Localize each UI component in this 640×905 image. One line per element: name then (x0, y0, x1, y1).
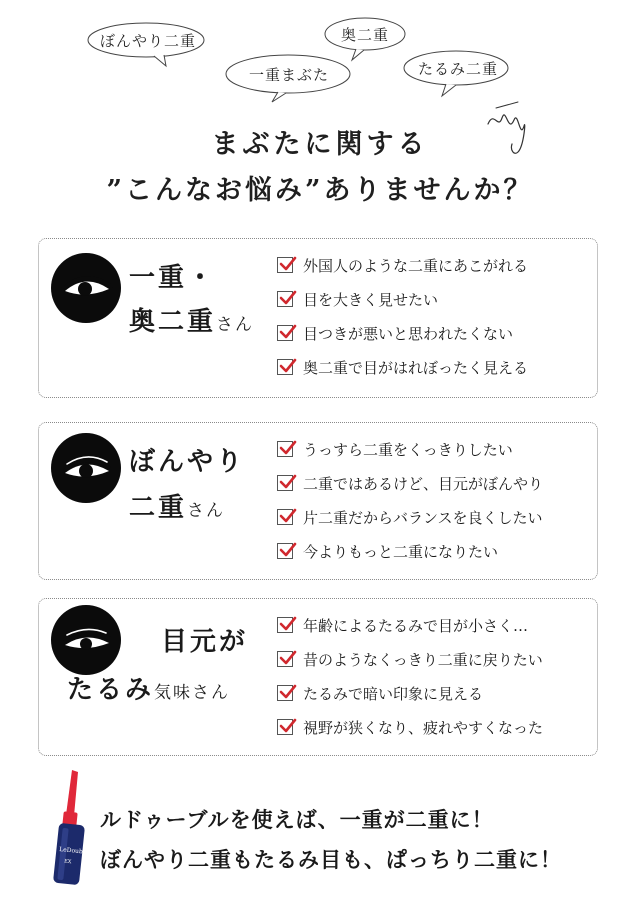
card-title-line1: 一重・ (129, 263, 217, 293)
check-item (277, 710, 543, 744)
checkbox-checked-icon (277, 719, 293, 735)
check-item-text: 二重ではあるけど、目元がぼんやり (303, 474, 544, 493)
product-sublabel: EX (63, 858, 72, 866)
checkbox-checked-icon (277, 651, 293, 667)
eye-icon (51, 433, 121, 503)
check-item (277, 350, 528, 384)
eye-icon (51, 605, 121, 675)
speech-bubble-text: たるみ二重 (417, 60, 498, 78)
speech-bubble-text: 奥二重 (340, 26, 389, 44)
checkbox-checked-icon (277, 325, 293, 341)
speech-bubble-tarumi (402, 48, 514, 98)
check-item (277, 316, 528, 350)
card-title (129, 441, 245, 478)
speech-bubble-text: ぼんやり二重 (99, 32, 196, 50)
check-item-text: 片二重だからバランスを良くしたい (303, 508, 543, 527)
check-item-text: 昔のようなくっきり二重に戻りたい (303, 650, 543, 669)
check-item-text: 外国人のような二重にあこがれる (303, 256, 529, 275)
check-item-text: うっすら二重をくっきりしたい (303, 440, 513, 459)
check-item-text: 今よりもっと二重になりたい (303, 542, 499, 561)
checkbox-checked-icon (277, 685, 293, 701)
check-list (277, 608, 543, 744)
card-title (67, 669, 230, 706)
check-item (277, 676, 543, 710)
check-list (277, 432, 543, 568)
check-item (277, 642, 543, 676)
checkbox-checked-icon (277, 617, 293, 633)
concern-card-hitoe (38, 238, 598, 398)
card-title (129, 301, 254, 338)
product-bottle-icon (44, 768, 94, 888)
check-item-text: 年齢によるたるみで目が小さく… (303, 616, 529, 635)
card-title-suffix: 気味さん (154, 683, 231, 703)
check-item (277, 534, 543, 568)
check-item-text: 目つきが悪いと思われたくない (303, 324, 514, 343)
card-title (161, 621, 248, 658)
card-title-suffix: さん (216, 315, 255, 335)
checkbox-checked-icon (277, 543, 293, 559)
check-list (277, 248, 528, 384)
check-item (277, 500, 543, 534)
check-item (277, 248, 528, 282)
speech-bubble-bonyari (86, 20, 210, 66)
page-title-line1: まぶたに関する (211, 129, 429, 160)
check-item-text: 目を大きく見せたい (303, 290, 439, 309)
checkbox-checked-icon (277, 475, 293, 491)
page-title-line2: ”こんなお悩み”ありませんか？ (106, 175, 534, 206)
speech-bubble-text: 一重まぶた (248, 66, 329, 84)
card-title-suffix: さん (187, 501, 226, 521)
check-item-text: 視野が狭くなり、疲れやすくなった (303, 718, 544, 737)
cta-line2: ぼんやり二重もたるみ目も、ぱっちり二重に！ (100, 847, 562, 872)
check-item-text: 奥二重で目がはれぼったく見える (303, 358, 529, 377)
checkbox-checked-icon (277, 359, 293, 375)
eye-icon (51, 253, 121, 323)
card-title (129, 487, 225, 524)
card-title-line2: 奥二重 (129, 307, 217, 337)
card-title-line2: 二重 (129, 493, 188, 523)
check-item-text: たるみで暗い印象に見える (303, 684, 484, 703)
product-label: LeDouble (58, 845, 89, 856)
checkbox-checked-icon (277, 509, 293, 525)
card-title (129, 257, 216, 294)
checkbox-checked-icon (277, 291, 293, 307)
speech-bubble-okubutae (322, 14, 408, 60)
checkbox-checked-icon (277, 257, 293, 273)
check-item (277, 432, 543, 466)
check-item (277, 466, 543, 500)
card-title-line1: ぼんやり (129, 447, 246, 477)
check-item (277, 282, 528, 316)
cta-line1: ルドゥーブルを使えば、一重が二重に！ (100, 807, 494, 832)
checkbox-checked-icon (277, 441, 293, 457)
concern-card-tarumi (38, 598, 598, 756)
check-item (277, 608, 543, 642)
concern-card-bonyari (38, 422, 598, 580)
card-title-line2: たるみ (67, 675, 155, 705)
card-title-line1: 目元が (161, 627, 249, 657)
